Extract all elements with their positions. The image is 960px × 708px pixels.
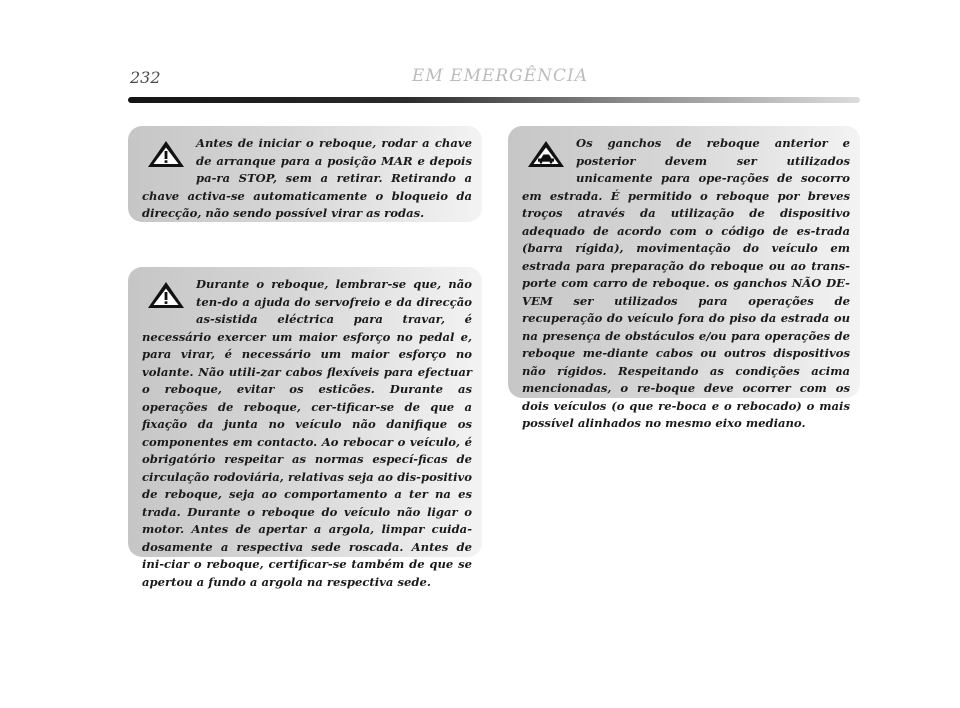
warning-box-start-towing xyxy=(128,126,482,222)
warning-triangle-icon xyxy=(146,280,186,310)
warning-box-tow-hooks xyxy=(508,126,860,430)
warning-text: Antes de iniciar o reboque, rodar a chave de arranque para a posição MAR e depois pa-ra STOP, sem a retirar. Retirando a chave activa-se automaticamente o bloqueio da direcção, não sendo possível virar as rodas. xyxy=(142,136,472,220)
page-number: 232 xyxy=(130,68,161,87)
vehicle-warning-triangle-icon xyxy=(526,139,566,169)
warning-text: Durante o reboque, lembrar-se que, não ten-do a ajuda do servofreio e da direcção as-sistida eléctrica para travar, é necessário exercer um maior esforço no pedal e, para virar, é necessário um maior esforço no volante. Não utili-zar cabos flexíveis para efectuar o reboque, evitar os esticões. Durante as operações de reboque, cer-tificar-se de que a fixação da junta no veículo não danifique os componentes em contacto. Ao rebocar o veículo, é obrigatório respeitar as normas especí-ficas de circulação rodoviária, relativas seja ao dis-positivo de reboque, seja ao comportamento a ter na es trada. Durante o reboque do veículo não ligar o motor. Antes de apertar a argola, limpar cuida-dosamente a respectiva sede roscada. Antes de ini-ciar o reboque, certificar-se também de que se apertou a fundo a argola na respectiva sede. xyxy=(142,277,472,589)
warning-box-during-towing xyxy=(128,267,482,589)
header-rule xyxy=(128,97,860,103)
warning-text: Os ganchos de reboque anterior e posterior devem ser utilizados unicamente para ope-rações de socorro em estrada. É permitido o reboque por breves troços através da utilização de dispositivo adequado de acordo com o código de es-trada (barra rígida), movimentação do veículo em estrada para preparação do reboque ou ao trans-porte com carro de reboque. os ganchos NÃO DE-VEM ser utilizados para operações de recuperação do veículo fora do piso da estrada ou na presença de obstáculos e/ou para operações de reboque me-diante cabos ou outros dispositivos não rígidos. Respeitando as condições acima mencionadas, o re-boque deve ocorrer com os dois veículos (o que re-boca e o rebocado) o mais possível alinhados no mesmo eixo mediano. xyxy=(522,136,850,430)
warning-triangle-icon xyxy=(146,139,186,169)
section-title: EM EMERGÊNCIA xyxy=(411,66,589,86)
